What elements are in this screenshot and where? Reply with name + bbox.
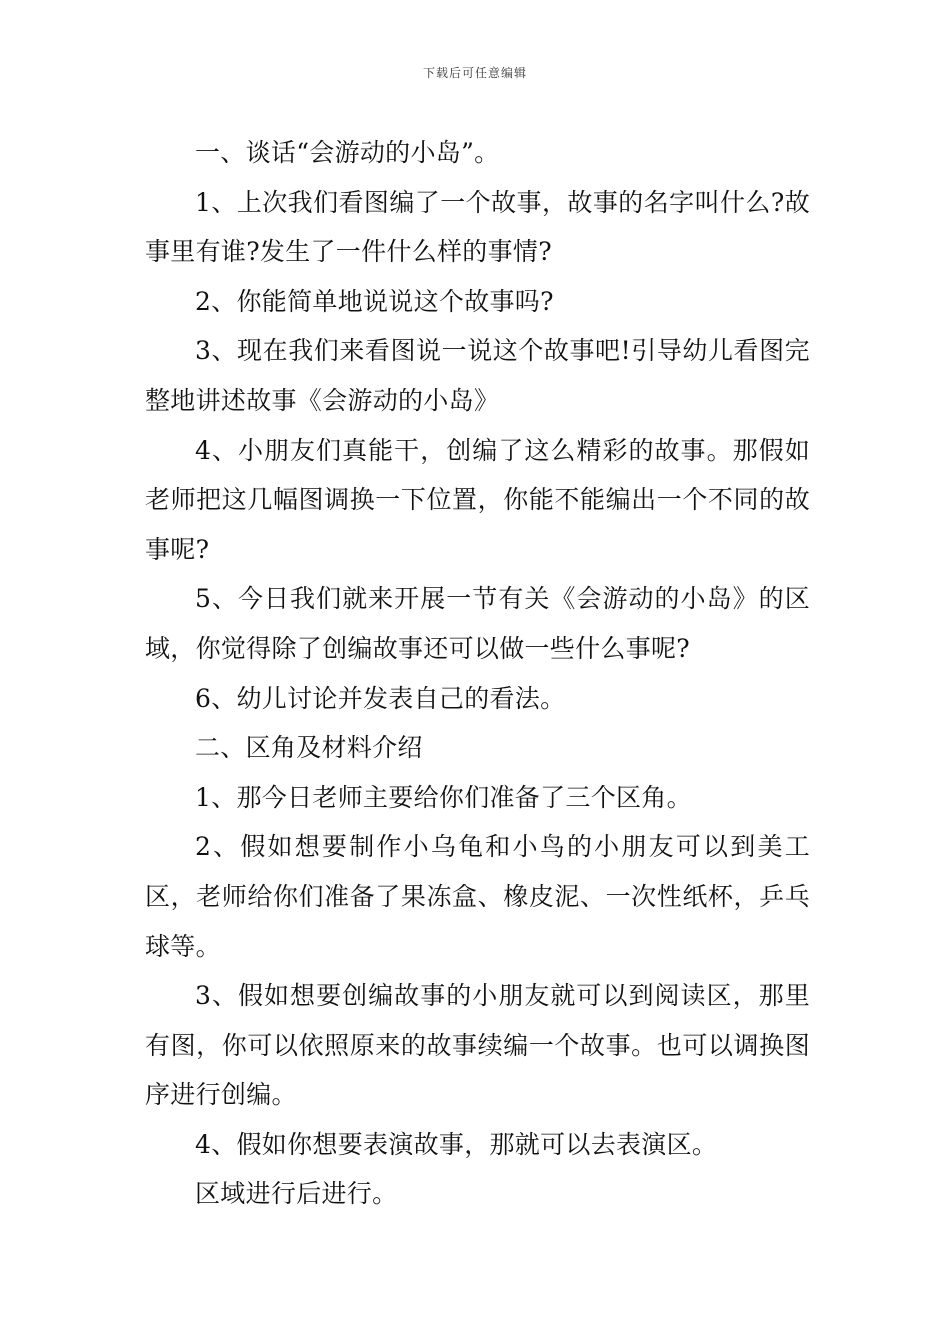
paragraph: 2、你能简单地说说这个故事吗? bbox=[195, 286, 554, 316]
page-header: 下载后可任意编辑 bbox=[422, 66, 527, 80]
paragraph: 5、今日我们就来开展一节有关《会游动的小岛》的区域，你觉得除了创编故事还可以做一些什么事呢? bbox=[145, 584, 810, 663]
paragraph: 4、假如你想要表演故事，那就可以去表演区。 bbox=[195, 1129, 718, 1159]
paragraph: 6、幼儿讨论并发表自己的看法。 bbox=[195, 683, 566, 713]
paragraph: 1、上次我们看图编了一个故事，故事的名字叫什么?故事里有谁?发生了一件什么样的事情? bbox=[145, 187, 810, 267]
paragraph: 区域进行后进行。 bbox=[195, 1179, 398, 1209]
paragraph: 3、现在我们来看图说一说这个故事吧!引导幼儿看图完整地讲述故事《会游动的小岛》 bbox=[145, 336, 810, 415]
paragraph: 3、假如想要创编故事的小朋友就可以到阅读区，那里有图，你可以依照原来的故事续编一个故事。也可以调换图序进行创编。 bbox=[145, 981, 810, 1110]
paragraph: 4、小朋友们真能干，创编了这么精彩的故事。那假如老师把这几幅图调换一下位置，你能不能编出一个不同的故事呢? bbox=[145, 435, 810, 564]
section-heading-talk: 一、谈话“会游动的小岛”。 bbox=[195, 138, 500, 167]
paragraph: 2、假如想要制作小乌龟和小鸟的小朋友可以到美工区，老师给你们准备了果冻盒、橡皮泥、一次性纸杯，乒乓球等。 bbox=[145, 832, 810, 961]
document-body bbox=[145, 128, 810, 1219]
paragraph: 1、那今日老师主要给你们准备了三个区角。 bbox=[195, 782, 692, 812]
section-heading-areas: 二、区角及材料介绍 bbox=[195, 733, 423, 763]
